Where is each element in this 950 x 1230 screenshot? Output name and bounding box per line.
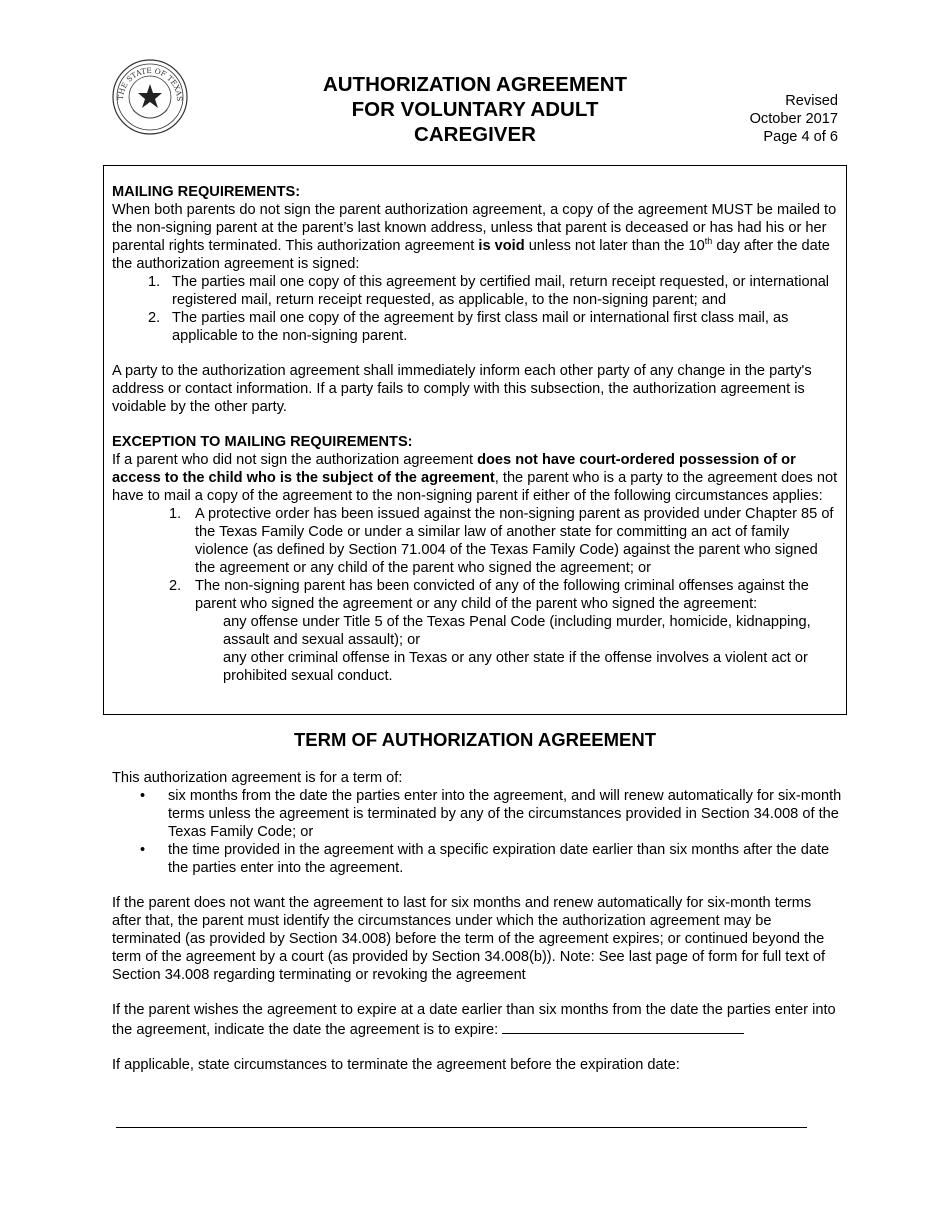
revised-label: Revised (785, 93, 838, 109)
texas-state-seal-icon (111, 58, 189, 136)
party-notice: A party to the authorization agreement shall immediately inform each other party of any change in the party's address or contact information. If a party fails to comply with this subsection, the authorization agreement is voidable by the other party. (112, 363, 812, 415)
revision-info (750, 92, 838, 146)
list-item: • the time provided in the agreement with a specific expiration date earlier than six months after the date the parties enter into the agreement. (140, 842, 830, 876)
exception-intro: If a parent who did not sign the authorization agreement does not have court-ordered possession of or access to the child who is the subject of the agreement, the parent who is a party to the agreement does not have to mail a copy of the agreement to the non-signing parent if either of the following circumstances applies: (112, 452, 838, 504)
mailing-list (112, 273, 842, 345)
list-item: • six months from the date the parties enter into the agreement, and will renew automatically for six-month terms unless the agreement is terminated by any of the circumstances provided in Section 34.008 of the Texas Family Code; or (140, 788, 842, 840)
exception-list (112, 505, 842, 613)
seal-text: THE STATE OF TEXAS (115, 65, 185, 102)
term-paragraph-3: If applicable, state circumstances to terminate the agreement before the expiration date: (112, 1057, 680, 1073)
expiration-date-field[interactable] (502, 1019, 744, 1034)
term-paragraph-1: If the parent does not want the agreement to last for six months and renew automatically for six-month terms after that, the parent must identify the circumstances under which the authorization agreement may be terminated (as provided by Section 34.008) before the term of the agreement expires; or continued beyond the term of the agreement by a court (as provided by Section 34.008(b)). Note: See last page of form for full text of Section 34.008 regarding terminating or revoking the agreement (112, 895, 826, 983)
revision-date: October 2017 (749, 111, 838, 127)
term-bullets (112, 787, 842, 877)
termination-circumstances-field[interactable] (116, 1127, 807, 1128)
exception-heading: EXCEPTION TO MAILING REQUIREMENTS: (112, 434, 413, 450)
page-number: Page 4 of 6 (763, 129, 838, 145)
document-title (300, 72, 650, 147)
term-intro: This authorization agreement is for a term of: (112, 770, 403, 786)
title-line-2: FOR VOLUNTARY ADULT (351, 98, 599, 121)
list-item: 2. The parties mail one copy of the agreement by first class mail or international first class mail, as applicable to the non-signing parent. (148, 310, 789, 344)
mailing-heading: MAILING REQUIREMENTS: (112, 184, 301, 200)
title-line-1: AUTHORIZATION AGREEMENT (322, 73, 628, 96)
title-line-3: CAREGIVER (414, 123, 536, 146)
list-item: 1. The parties mail one copy of this agreement by certified mail, return receipt requested, or international registered mail, return receipt requested, as applicable, to the non-signing parent; and (148, 274, 830, 308)
term-section (112, 769, 842, 1074)
term-heading: TERM OF AUTHORIZATION AGREEMENT (293, 729, 657, 750)
sub-item: any offense under Title 5 of the Texas Penal Code (including murder, homicide, kidnapping, assault and sexual assault); or (223, 614, 811, 648)
term-paragraph-2: If the parent wishes the agreement to expire at a date earlier than six months from the date the parties enter into the agreement, indicate the date the agreement is to expire: (112, 1002, 836, 1038)
mailing-intro: When both parents do not sign the parent authorization agreement, a copy of the agreement MUST be mailed to the non-signing parent at the parent’s last known address, unless that parent is deceased or has had his or her parental rights terminated. This authorization agreement is void unless not later than the 10th day after the date the authorization agreement is signed: (112, 202, 837, 272)
mailing-requirements-box (103, 165, 847, 715)
sub-item: any other criminal offense in Texas or any other state if the offense involves a violent act or prohibited sexual conduct. (223, 650, 808, 684)
list-item: 2. The non-signing parent has been convicted of any of the following criminal offenses against the parent who signed the agreement or any child of the parent who signed the agreement: (169, 578, 809, 612)
list-item: 1. A protective order has been issued against the non-signing parent as provided under Chapter 85 of the Texas Family Code or under a similar law of another state for committing an act of family violence (as defined by Section 71.004 of the Texas Family Code) against the parent who signed the agreement or any child of the parent who signed the agreement; or (169, 506, 834, 576)
